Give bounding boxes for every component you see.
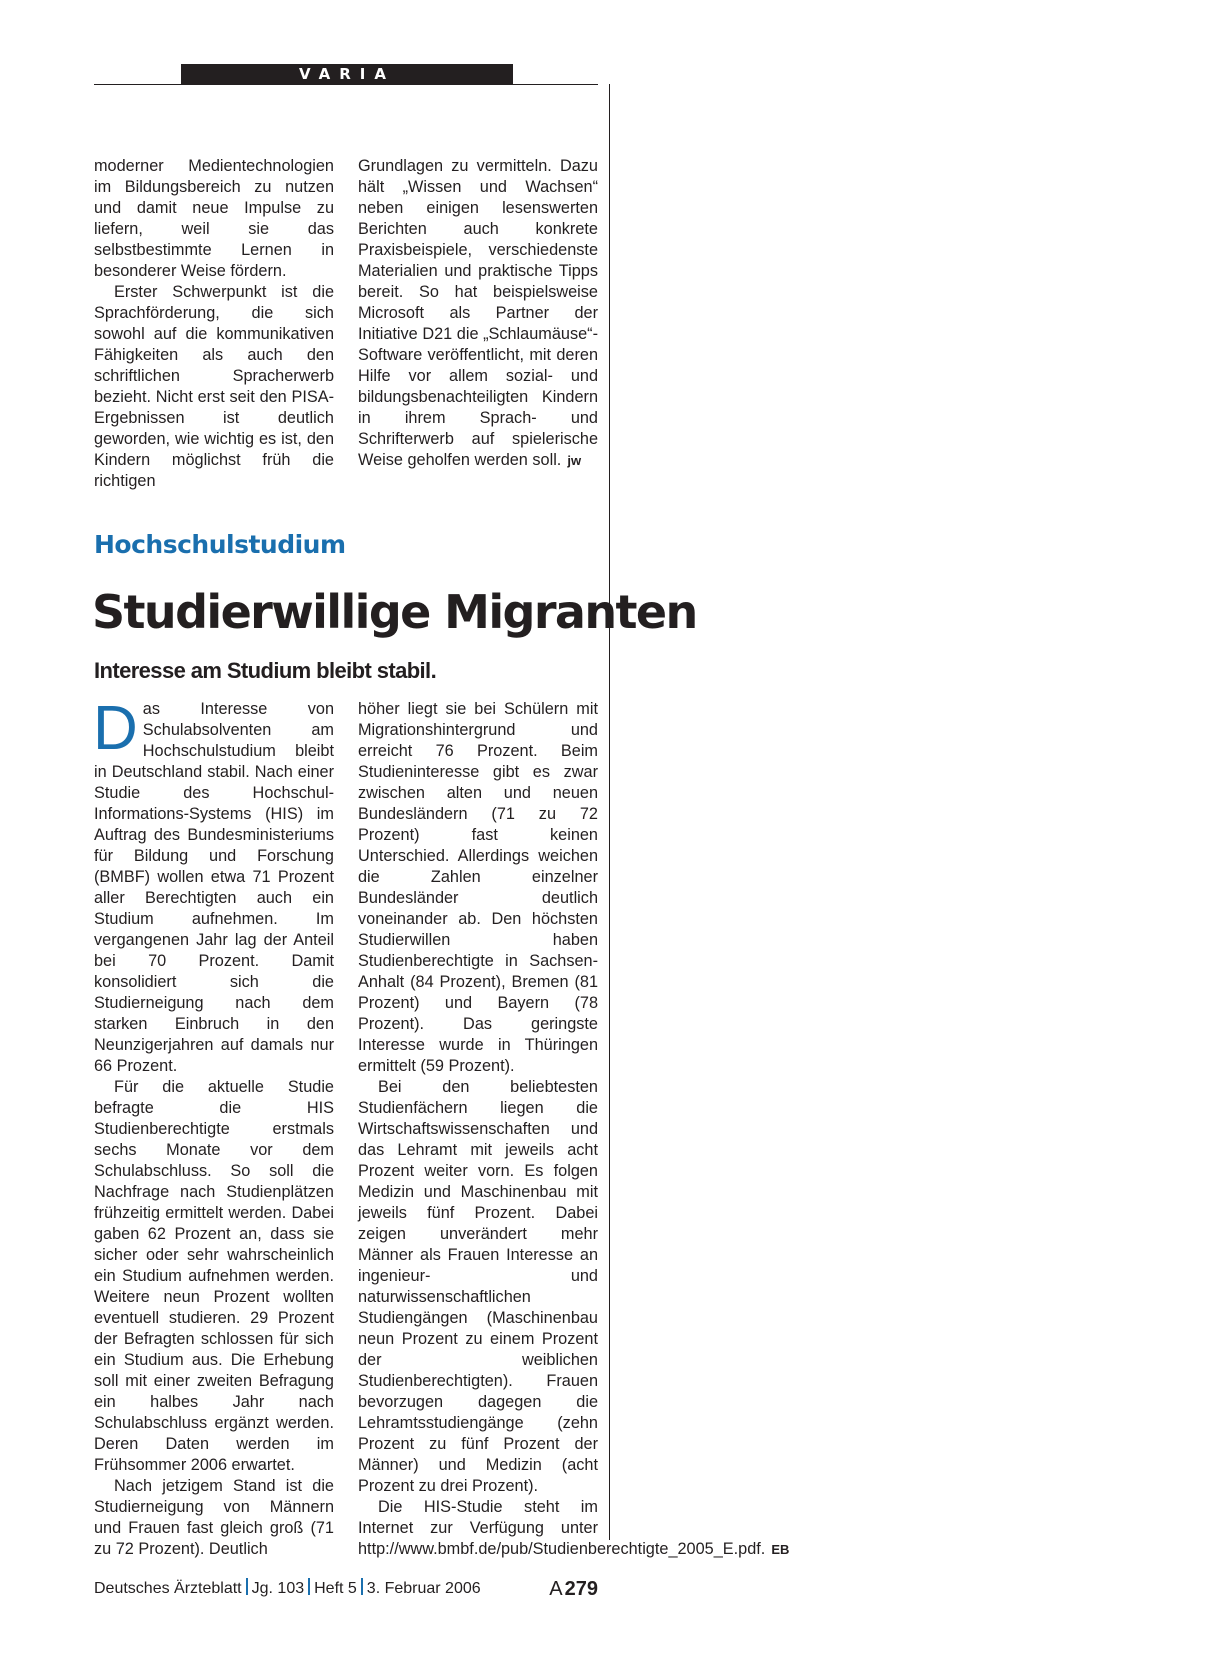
article2-paragraph: Für die aktuelle Studie befragte die HIS Studienberechtigte erstmals sechs Monate vor dem Schulabschluss. So soll die Nachfrage nach Studienplätzen frühzeitig ermittelt werden. Dabei gaben 62 Prozent an, dass sie sicher oder sehr wahrscheinlich ein Studium aufnehmen werden. Weitere neun Prozent wollten eventuell studieren. 29 Prozent der Befragten schlossen für sich ein Studium aus. Die Erhebung soll mit einer zweiten Befragung ein halbes Jahr nach Schulabschluss ergänzt werden. Deren Daten werden im Frühsommer 2006 erwartet.: [94, 1078, 334, 1474]
article-subheadline: Interesse am Studium bleibt stabil.: [94, 658, 437, 683]
page-number-value: 279: [564, 1578, 598, 1600]
article2-paragraph: Nach jetzigem Stand ist die Studierneigung von Männern und Frauen fast gleich groß (71 zu 72 Prozent). Deutlich: [94, 1477, 334, 1558]
article1-left-column: [94, 156, 334, 492]
footer-separator: [361, 1578, 363, 1595]
article1-right-column: [358, 156, 598, 471]
drop-cap: D: [93, 694, 138, 763]
top-rule: [94, 84, 598, 85]
section-label: VARIA: [181, 64, 513, 85]
article2-paragraph: Die HIS-Studie steht im Internet zur Verfügung unter http://www.bmbf.de/pub/Studienberechtigte_2005_E.pdf.: [358, 1498, 766, 1558]
article2-paragraph: höher liegt sie bei Schülern mit Migrationshintergrund und erreicht 76 Prozent. Beim Studieninteresse gibt es zwar zwischen alten und neuen Bundesländern (71 zu 72 Prozent) fast keinen Unterschied. Allerdings weichen die Zahlen einzelner Bundesländer deutlich voneinander ab. Den höchsten Studierwillen haben Studienberechtigte in Sachsen-Anhalt (84 Prozent), Bremen (81 Prozent) und Bayern (78 Prozent). Das geringste Interesse wurde in Thüringen ermittelt (59 Prozent).: [358, 700, 598, 1075]
journal-issue: Heft 5: [314, 1580, 357, 1597]
article2-paragraph: as Interesse von Schulabsolventen am Hochschulstudium bleibt in Deutschland stabil. Nach einer Studie des Hochschul-Informations-Systems (HIS) im Auftrag des Bundesministeriums für Bildung und Forschung (BMBF) wollen etwa 71 Prozent aller Berechtigten auch ein Studium aufnehmen. Im vergangenen Jahr lag der Anteil bei 70 Prozent. Damit konsolidiert sich die Studierneigung nach dem starken Einbruch in den Neunzigerjahren auf damals nur 66 Prozent.: [94, 700, 334, 1075]
article1-signature: jw: [567, 453, 582, 468]
article1-paragraph: moderner Medientechnologien im Bildungsbereich zu nutzen und damit neue Impulse zu liefern, weil sie das selbstbestimmte Lernen in besonderer Weise fördern.: [94, 157, 334, 280]
article2-right-column: [358, 699, 790, 1560]
column-divider: [609, 84, 610, 1540]
article2-paragraph: Bei den beliebtesten Studienfächern liegen die Wirtschaftswissenschaften und das Lehramt mit jeweils acht Prozent weiter vorn. Es folgen Medizin und Maschinenbau mit jeweils fünf Prozent. Dabei zeigen unverändert mehr Männer als Frauen Interesse an ingenieur- und naturwissenschaftlichen Studiengängen (Maschinenbau neun Prozent zu einem Prozent der weiblichen Studienberechtigten). Frauen bevorzugen dagegen die Lehramtsstudiengänge (zehn Prozent zu fünf Prozent der Männer) und Medizin (acht Prozent zu drei Prozent).: [358, 1078, 598, 1495]
page-number: [549, 1577, 598, 1601]
footer-separator: [246, 1578, 248, 1595]
article1-paragraph: Erster Schwerpunkt ist die Sprachförderung, die sich sowohl auf die kommunikativen Fähigkeiten als auch den schriftlichen Spracherwerb bezieht. Nicht erst seit den PISA-Ergebnissen ist deutlich geworden, wie wichtig es ist, den Kindern möglichst früh die richtigen: [94, 283, 334, 490]
page-footer: [94, 1577, 598, 1601]
article2-left-column: [93, 694, 334, 1560]
article-kicker: Hochschulstudium: [94, 530, 346, 559]
article2-signature: EB: [771, 1542, 790, 1557]
journal-volume: Jg. 103: [251, 1580, 305, 1597]
footer-separator: [308, 1578, 310, 1595]
page-prefix: A: [549, 1578, 563, 1600]
article-headline: Studierwillige Migranten: [92, 585, 697, 639]
journal-name: Deutsches Ärzteblatt: [94, 1580, 242, 1597]
article1-paragraph: Grundlagen zu vermitteln. Dazu hält „Wissen und Wachsen“ neben einigen lesenswerten Berichten auch konkrete Praxisbeispiele, verschiedenste Materialien und praktische Tipps bereit. So hat beispielsweise Microsoft als Partner der Initiative D21 die „Schlaumäuse“-Software veröffentlicht, mit deren Hilfe vor allem sozial- und bildungsbenachteiligten Kindern in ihrem Sprach- und Schrifterwerb auf spielerische Weise geholfen werden soll.: [358, 157, 598, 469]
issue-date: 3. Februar 2006: [366, 1580, 481, 1597]
